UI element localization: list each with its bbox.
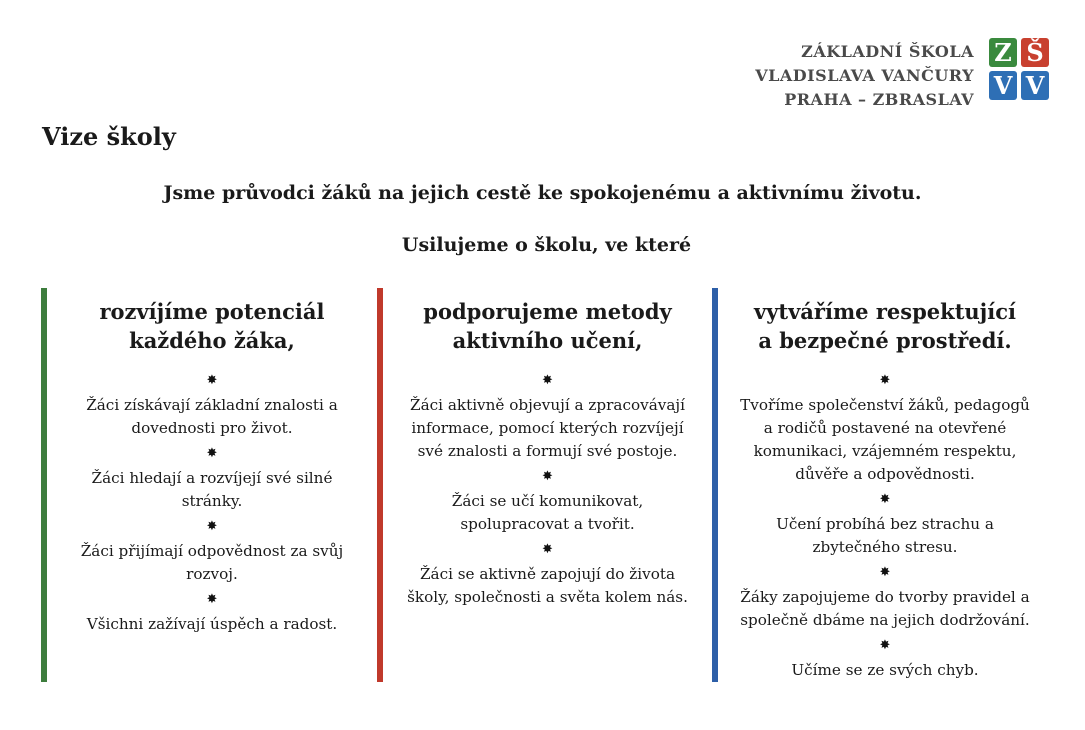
column-item-list — [383, 367, 712, 609]
school-logo — [989, 38, 1051, 102]
vision-column-safe-environment — [712, 288, 1052, 682]
asterisk-bullet-icon: ✸ — [206, 446, 218, 461]
column-heading-line: a bezpečné prostředí. — [758, 328, 1012, 353]
school-name — [755, 40, 974, 112]
list-item: Žáci se aktivně zapojují do života školy, společnosti a světa kolem nás. — [407, 565, 688, 606]
list-item: Všichni zažívají úspěch a radost. — [86, 615, 338, 633]
column-item-list — [718, 367, 1052, 682]
logo-tile-v1: V — [989, 71, 1017, 100]
school-name-line-2: VLADISLAVA VANČURY — [755, 66, 974, 85]
logo-tile-z: Z — [989, 38, 1017, 67]
asterisk-bullet-icon: ✸ — [542, 469, 553, 484]
school-name-line-1: ZÁKLADNÍ ŠKOLA — [801, 42, 974, 61]
column-heading — [383, 297, 712, 355]
column-heading — [47, 297, 377, 355]
column-heading-line: vytváříme respektující — [754, 299, 1016, 324]
asterisk-bullet-icon: ✸ — [879, 638, 891, 653]
vision-lead: Usilujeme o školu, ve které — [401, 234, 692, 256]
asterisk-bullet-icon: ✸ — [542, 373, 553, 388]
column-heading-line: aktivního učení, — [452, 328, 643, 353]
asterisk-bullet-icon: ✸ — [879, 492, 891, 507]
asterisk-bullet-icon: ✸ — [206, 592, 218, 607]
logo-tile-s: Š — [1021, 38, 1049, 67]
asterisk-bullet-icon: ✸ — [879, 373, 891, 388]
list-item: Učíme se ze svých chyb. — [791, 661, 979, 679]
vision-column-potential — [41, 288, 377, 682]
asterisk-bullet-icon: ✸ — [206, 519, 218, 534]
list-item: Žáci přijímají odpovědnost za svůj rozvoj. — [80, 542, 344, 583]
vision-column-active-learning — [377, 288, 712, 682]
page-title: Vize školy — [42, 122, 176, 151]
column-heading-line: podporujeme metody — [423, 299, 672, 324]
asterisk-bullet-icon: ✸ — [879, 565, 891, 580]
list-item: Žáci se učí komunikovat, spolupracovat a tvořit. — [451, 492, 644, 533]
column-heading-line: každého žáka, — [129, 328, 295, 353]
list-item: Žáci aktivně objevují a zpracovávají informace, pomocí kterých rozvíjejí své znalosti a formují své postoje. — [410, 396, 685, 460]
list-item: Tvoříme společenství žáků, pedagogů a rodičů postavené na otevřené komunikaci, vzájemném respektu, důvěře a odpovědnosti. — [740, 396, 1030, 483]
list-item: Žáci hledají a rozvíjejí své silné stránky. — [91, 469, 333, 510]
asterisk-bullet-icon: ✸ — [206, 373, 218, 388]
list-item: Učení probíhá bez strachu a zbytečného stresu. — [776, 515, 994, 556]
column-heading — [718, 297, 1052, 355]
list-item: Žáci získávají základní znalosti a dovednosti pro život. — [86, 396, 338, 437]
column-item-list — [47, 367, 377, 636]
column-heading-line: rozvíjíme potenciál — [99, 299, 325, 324]
asterisk-bullet-icon: ✸ — [542, 542, 553, 557]
list-item: Žáky zapojujeme do tvorby pravidel a společně dbáme na jejich dodržování. — [740, 588, 1030, 629]
mission-statement: Jsme průvodci žáků na jejich cestě ke spokojenému a aktivnímu životu. — [163, 182, 922, 204]
school-name-line-3: PRAHA – ZBRASLAV — [784, 90, 974, 109]
logo-tile-v2: V — [1021, 71, 1049, 100]
